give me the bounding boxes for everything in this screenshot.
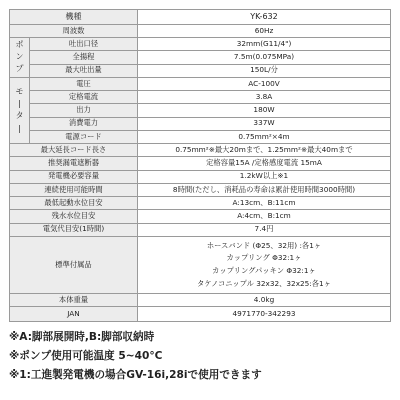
spec-value-continuous-time: 8時間(ただし、消耗品の寿命は累計使用時間3000時間) [138,183,391,196]
spec-row-frequency [10,24,391,37]
spec-group-pump-label: ポ ン プ [15,40,24,74]
spec-row-rated-current [10,91,391,104]
spec-label-model: 機種 [10,10,138,25]
spec-row-power-cord [10,130,391,143]
spec-label-output: 出力 [30,104,138,117]
spec-row-accessories [10,237,391,294]
spec-value-rated-current: 3.8A [138,91,391,104]
accessory-item: カップリングパッキン Φ32:1ヶ [212,265,316,275]
spec-value-max-discharge: 150L/分 [138,64,391,77]
spec-value-frequency: 60Hz [138,24,391,37]
spec-row-model [10,10,391,25]
spec-label-accessories: 標準付属品 [10,237,138,294]
spec-row-generator [10,170,391,183]
spec-label-voltage: 電圧 [30,77,138,90]
spec-label-generator: 発電機必要容量 [10,170,138,183]
spec-label-breaker: 推奨漏電遮断器 [10,157,138,170]
note-leg-position: ※A:脚部展開時,B:脚部収納時 [9,331,155,343]
spec-label-jan: JAN [10,307,138,322]
spec-row-jan [10,307,391,322]
spec-value-max-extension: 0.75mm²※最大20mまで、1.25mm²※最大40mまで [138,144,391,157]
spec-label-outlet-diameter: 吐出口径 [30,38,138,51]
spec-value-residual-level: A:4cm、B:1cm [138,210,391,223]
spec-label-power-cord: 電源コード [30,130,138,143]
spec-label-current-guide: 電気代目安(1時間) [10,223,138,236]
spec-group-motor [10,77,30,143]
spec-value-min-start-level: A:13cm、B:11cm [138,197,391,210]
spec-row-breaker [10,157,391,170]
spec-group-motor-label: モ | タ | [15,87,24,133]
spec-value-output: 180W [138,104,391,117]
accessory-item: カップリング Φ32:1ヶ [226,253,302,263]
spec-row-output [10,104,391,117]
spec-value-jan: 4971770-342293 [138,307,391,322]
spec-row-outlet-diameter [10,38,391,51]
spec-row-min-start-level [10,197,391,210]
spec-value-voltage: AC-100V [138,77,391,90]
spec-value-accessories [138,237,391,294]
spec-value-power-cord: 0.75mm²×4m [138,130,391,143]
spec-label-continuous-time: 連続使用可能時間 [10,183,138,196]
spec-label-weight: 本体重量 [10,293,138,306]
spec-row-max-extension [10,144,391,157]
accessory-item: ホースバンド (Φ25、32用) :各1ヶ [206,240,322,250]
accessory-item: タケノコニップル 32x32、32x25:各1ヶ [196,278,331,288]
spec-label-residual-level: 残水水位目安 [10,210,138,223]
spec-value-current-guide: 7.4円 [138,223,391,236]
spec-row-weight [10,293,391,306]
notes-section [9,328,394,385]
spec-value-total-head: 7.5m(0.075MPa) [138,51,391,64]
spec-group-pump [10,38,30,78]
spec-table [9,9,391,322]
spec-value-outlet-diameter: 32mm(G11/4") [138,38,391,51]
spec-value-power-consumption: 337W [138,117,391,130]
note-operating-temperature: ※ポンプ使用可能温度 5~40°C [9,350,163,362]
spec-label-max-discharge: 最大吐出量 [30,64,138,77]
spec-row-current-guide [10,223,391,236]
spec-label-min-start-level: 最低起動水位目安 [10,197,138,210]
spec-row-power-consumption [10,117,391,130]
note-generator-compatibility: ※1:工進製発電機の場合GV-16i,28iで使用できます [9,369,262,381]
spec-row-max-discharge [10,64,391,77]
spec-label-frequency: 周波数 [10,24,138,37]
spec-value-generator: 1.2kW以上※1 [138,170,391,183]
spec-row-voltage [10,77,391,90]
spec-label-max-extension: 最大延長コード長さ [10,144,138,157]
spec-label-total-head: 全揚程 [30,51,138,64]
spec-value-weight: 4.0kg [138,293,391,306]
spec-value-model: YK-632 [138,10,391,25]
spec-row-total-head [10,51,391,64]
spec-row-continuous-time [10,183,391,196]
spec-row-residual-level [10,210,391,223]
spec-label-rated-current: 定格電流 [30,91,138,104]
spec-label-power-consumption: 消費電力 [30,117,138,130]
spec-value-breaker: 定格容量15A /定格感度電流 15mA [138,157,391,170]
